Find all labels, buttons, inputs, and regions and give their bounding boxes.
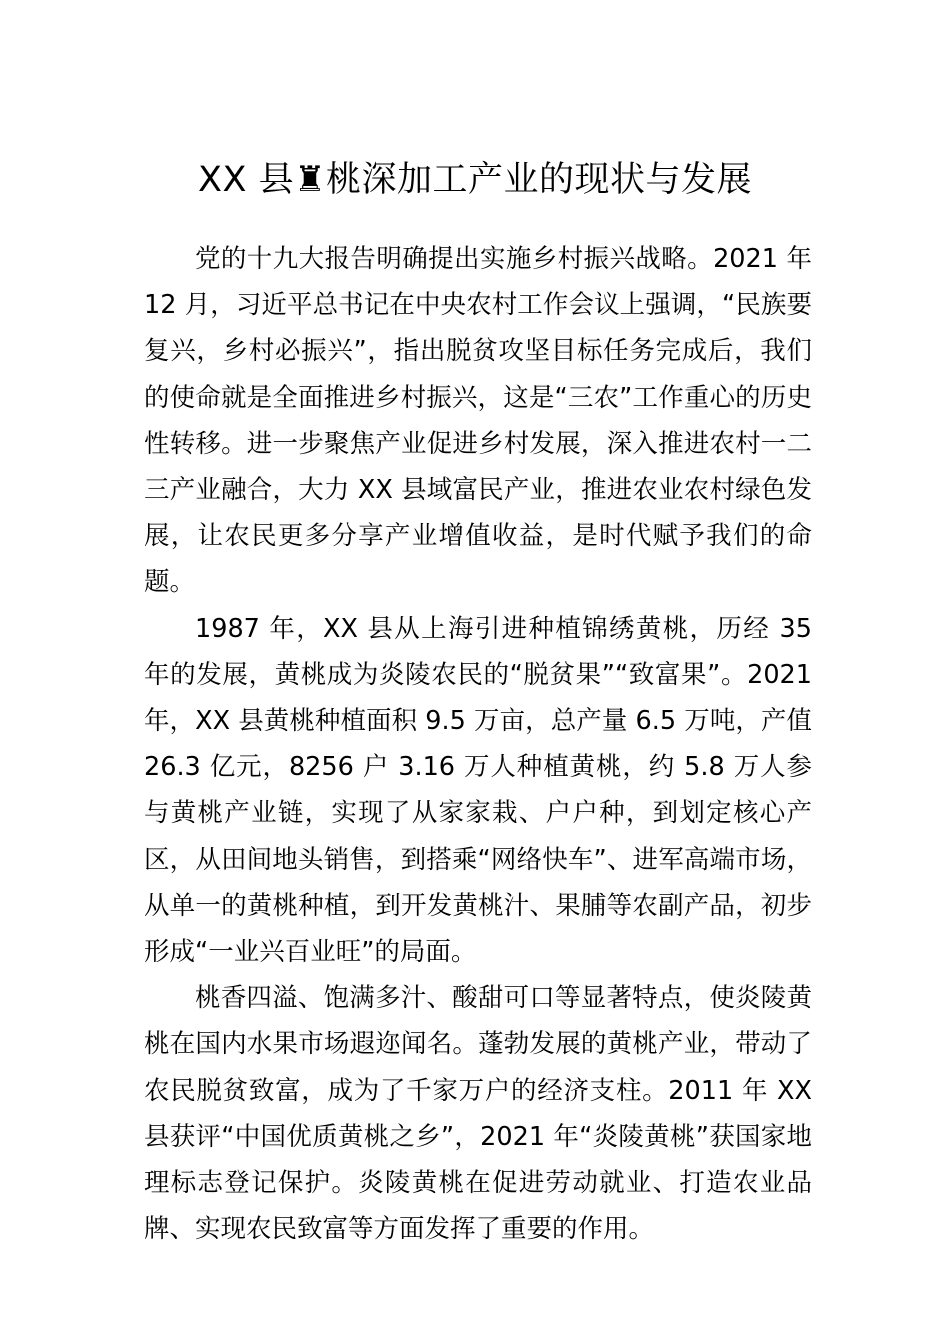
paragraph-2: 1987 年，XX 县从上海引进种植锦绣黄桃，历经 35 年的发展，黄桃成为炎陵农民的“脱贫果”“致富果”。2021 年，XX 县黄桃种植面积 9.5 万亩，总产量 6.5 万吨，产值 26.3 亿元，8256 户 3.16 万人种植黄桃，约 5.8 万人参与黄桃产业链，实现了从家家栽、户户种，到划定核心产区，从田间地头销售，到搭乘“网络快车”、进军高端市场，从单一的黄桃种植，到开发黄桃汁、果脯等农副产品，初步形成“一业兴百业旺”的局面。	[144, 613, 812, 968]
paragraph-3: 桃香四溢、饱满多汁、酸甜可口等显著特点，使炎陵黄桃在国内水果市场遐迩闻名。蓬勃发展的黄桃产业，带动了农民脱贫致富，成为了千家万户的经济支柱。2011 年 XX 县获评“中国优质黄桃之乡”，2021 年“炎陵黄桃”获国家地理标志登记保护。炎陵黄桃在促进劳动就业、打造农业品牌、实现农民致富等方面发挥了重要的作用。	[144, 983, 812, 1245]
paragraph-1: 党的十九大报告明确提出实施乡村振兴战略。2021 年 12 月，习近平总书记在中央农村工作会议上强调，“民族要复兴，乡村必振兴”，指出脱贫攻坚目标任务完成后，我们的使命就是全面推进乡村振兴，这是“三农”工作重心的历史性转移。进一步聚焦产业促进乡村发展，深入推进农村一二三产业融合，大力 XX 县域富民产业，推进农业农村绿色发展，让农民更多分享产业增值收益，是时代赋予我们的命题。	[144, 244, 812, 598]
document-body	[144, 236, 812, 1252]
document-title: XX 县♜桃深加工产业的现状与发展	[198, 160, 752, 200]
